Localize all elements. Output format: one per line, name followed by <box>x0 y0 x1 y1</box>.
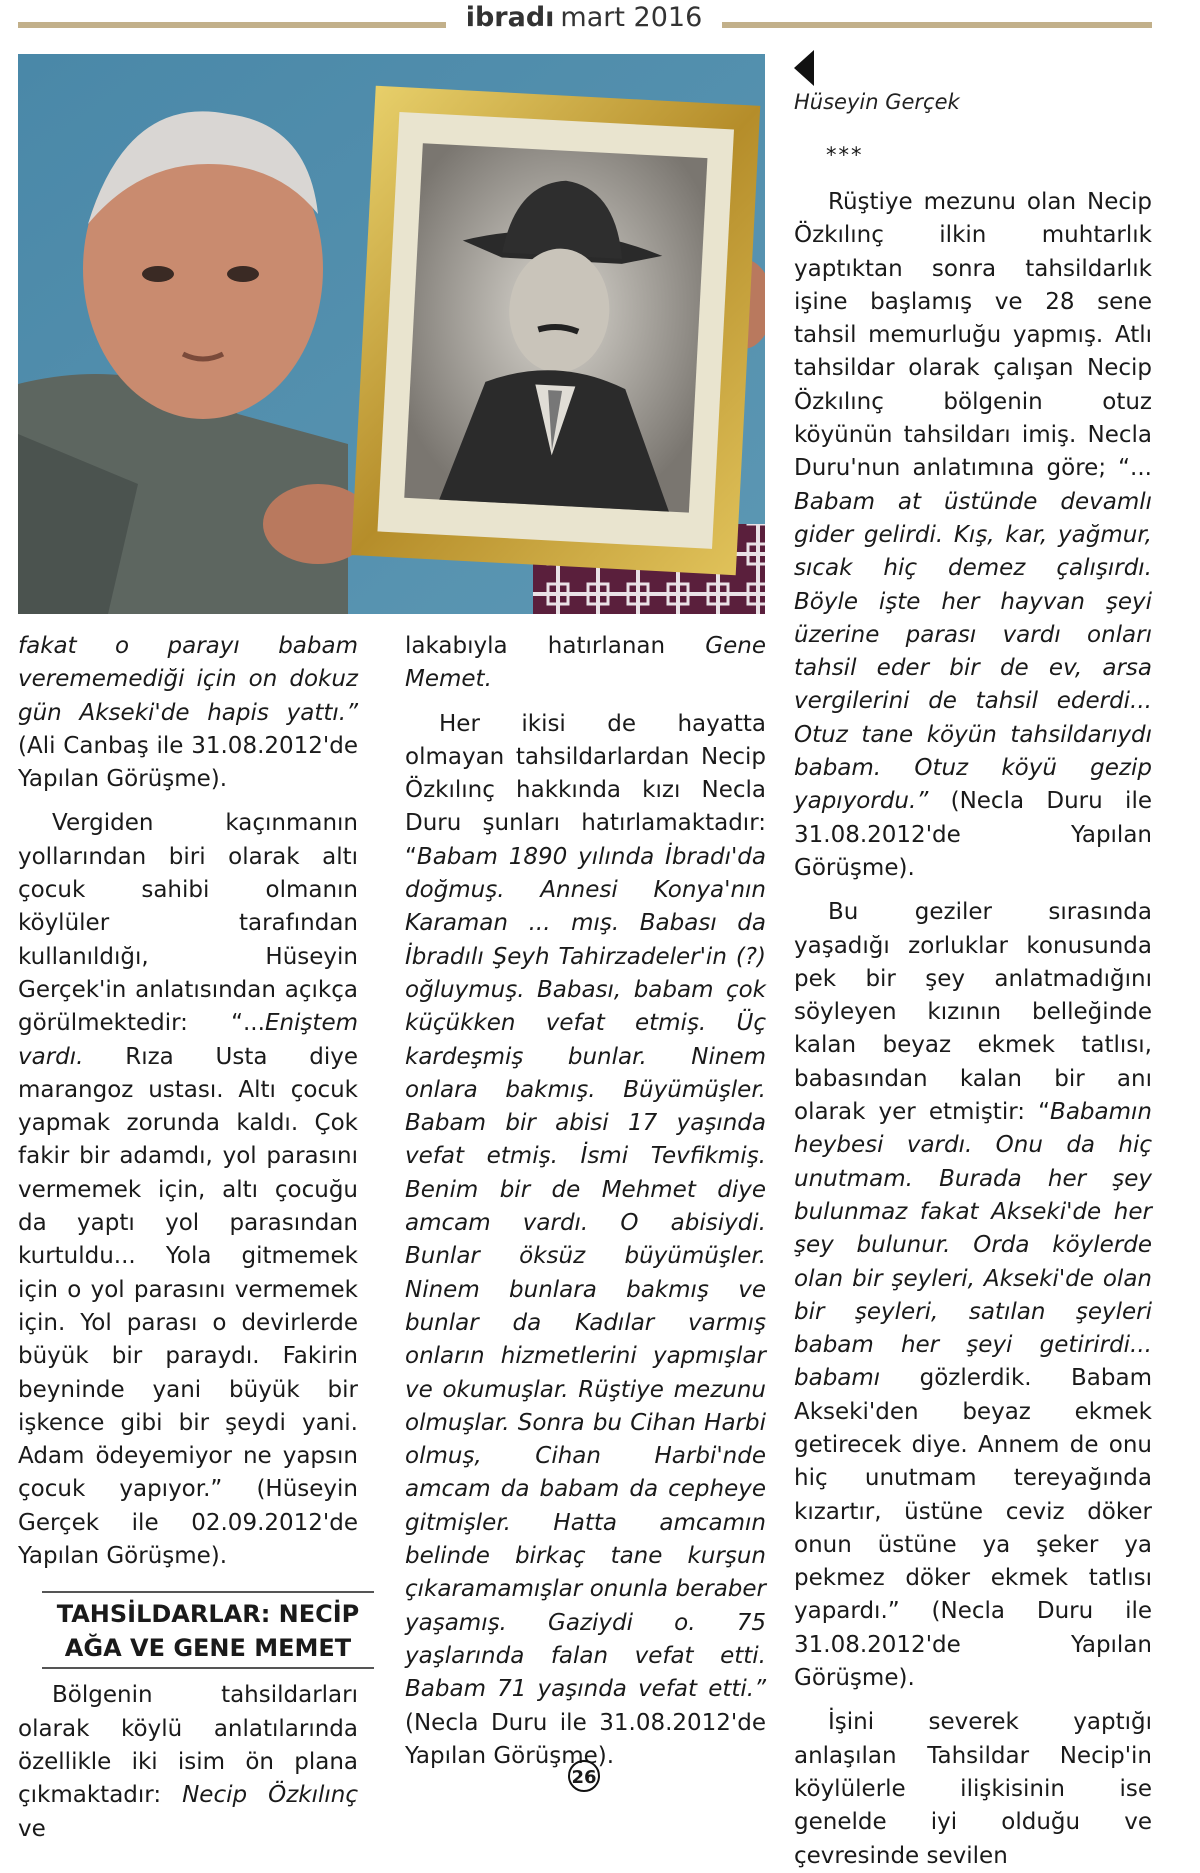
body-text: Her ikisi de hayatta olmayan tahsildarlardan Necip Özkılınç hakkında kızı Necla Duru şunları hatırlamaktadır: “ <box>405 710 766 870</box>
section-heading-line: AĞA VE GENE MEMET <box>64 1634 352 1663</box>
header-rule-right <box>722 22 1152 28</box>
paragraph <box>405 630 766 697</box>
body-text: Vergiden kaçınmanın yollarından biri olarak altı çocuk sahibi olmanın köylüler tarafından kullanıldığı, Hüseyin Gerçek'in anlatısından açıkça görülmektedir: “... <box>18 810 358 1037</box>
body-text: Rüştiye mezunu olan Necip Özkılınç ilkin muhtarlık yaptıktan sonra tahsildarlık işine başlamış ve 28 sene tahsil memurluğu yapmış. Atlı tahsildar olarak çalışan Necip Özkılınç bölgenin otuz köyünün tahsildarı imiş. Necla Duru'nun anlatımına göre; “... <box>794 189 1152 482</box>
section-heading <box>42 1591 374 1669</box>
person-name: Gene Memet. <box>405 633 766 693</box>
magazine-brand: ibradı <box>465 2 555 33</box>
body-text: lakabıyla hatırlanan <box>405 633 706 659</box>
paragraph <box>405 708 766 1774</box>
paragraph <box>18 807 358 1573</box>
body-text: gözlerdik. Babam Akseki'den beyaz ekmek getirecek diye. Annem de onu hiç unutmam tereyağında kızartır, üstüne ceviz döker onun üstüne ya şeker ya pekmez döker ekmek tatlısı yapardı.” (Necla Duru ile 31.08.2012'de Yapılan Görüşme). <box>794 1365 1152 1692</box>
citation: (Necla Duru ile 31.08.2012'de Yapılan Görüşme). <box>794 788 1152 881</box>
quote-text: Babam 1890 yılında İbradı'da doğmuş. Annesi Konya'nın Karaman ... mış. Babası da İbradılı Şeyh Tahirzadeler'in (?) oğluymuş. Babası, babam çok küçükken vefat etmiş. Üç kardeşmiş bunlar. Ninem onlara bakmış. Büyümüşler. Babam bir abisi 17 yaşında vefat etmiş. İsmi Tevfikmiş. Benim bir de Mehmet diye amcam vardı. O abisiydi. Bunlar öksüz büyümüşler. Ninem bunlara bakmış ve bunlar da Kadılar varmış onların hizmetlerini yapmışlar ve okumuşlar. Rüştiye mezunu olmuşlar. Sonra bu Cihan Harbi olmuş, Cihan Harbi'nde amcam da babam da cepheye gitmişler. Hatta amcamın belinde birkaç tane kurşun çıkaramamışlar onunla beraber yaşamış. Gaziydi o. 75 yaşlarında falan vefat etti. Babam 71 yaşında vefat etti.” <box>405 843 766 1703</box>
body-text: Bölgenin tahsildarları olarak köylü anlatılarında özellikle iki isim ön plana çıkmaktadır: <box>18 1682 358 1809</box>
paragraph <box>794 186 1152 885</box>
paragraph <box>794 896 1152 1695</box>
person-name: Necip Özkılınç <box>182 1782 358 1809</box>
quote-text: Babamın heybesi vardı. Onu da hiç unutmam. Burada her şey bulunmaz fakat Akseki'de her şey bulunur. Orda köylerde olan bir şeyleri, Akseki'de olan bir şeyleri, satılan şeyleri babam her şeyi getirirdi... babamı <box>794 1099 1152 1392</box>
running-header <box>446 2 722 33</box>
paragraph <box>794 1706 1152 1872</box>
issue-date: mart 2016 <box>560 2 703 33</box>
citation: (Necla Duru ile 31.08.2012'de Yapılan Görüşme). <box>405 1709 766 1769</box>
article-photo <box>18 54 765 614</box>
header-rule-left <box>18 22 446 28</box>
text-column-1 <box>18 630 358 1846</box>
quote-text: Babam at üstünde devamlı gider gelirdi. Kış, kar, yağmur, sıcak hiç demez çalışırdı. Böyle işte her hayvan şeyi üzerine parası vardı onları tahsil eder bir de ev, arsa vergilerini de tahsil ederdi... Otuz tane köyün tahsildarıydı babam. Otuz köyü gezip yapıyordu.” <box>794 488 1152 815</box>
section-separator: *** <box>826 143 864 167</box>
arrow-left-icon <box>794 50 814 86</box>
paragraph <box>18 630 358 796</box>
paragraph <box>18 1679 358 1845</box>
text-column-3 <box>794 186 1152 1873</box>
citation: (Ali Canbaş ile 31.08.2012'de Yapılan Görüşme). <box>18 732 358 793</box>
body-text: Rıza Usta diye marangoz ustası. Altı çocuk yapmak zorunda kaldı. Çok fakir bir adamdı, yol parasını vermemek için, altı çocuğu da yaptı yol parasından kurtuldu... Yola gitmemek için o yol parasını vermemek için. Yol parası o devirlerde büyük bir paraydı. Fakirin beyninde yani büyük bir işkence gibi bir şeydi yani. Adam ödeyemiyor ne yapsın çocuk yapıyor.” (Hüseyin Gerçek ile 02.09.2012'de Yapılan Görüşme). <box>18 1043 358 1570</box>
photo-old-man-holding-framed-portrait-icon <box>18 54 765 614</box>
page-number: 26 <box>568 1760 600 1792</box>
body-text: ve <box>18 1815 46 1842</box>
quote-attribution: Hüseyin Gerçek <box>794 90 960 114</box>
body-text: İşini severek yaptığı anlaşılan Tahsildar Necip'in köylülerle ilişkisinin ise genelde iyi olduğu ve çevresinde sevilen <box>794 1709 1152 1869</box>
section-heading-line: TAHSİLDARLAR: NECİP <box>56 1600 360 1629</box>
text-column-2 <box>405 630 766 1773</box>
body-text: Bu geziler sırasında yaşadığı zorluklar konusunda pek bir şey anlatmadığını söyleyen kızının belleğinde kalan beyaz ekmek tatlısı, babasından kalan bir anı olarak yer etmiştir: “ <box>794 899 1152 1126</box>
quote-text: Eniştem vardı. <box>18 1010 358 1070</box>
quote-text: fakat o parayı babam verememediği için on dokuz gün Akseki'de hapis yattı.” <box>18 633 358 726</box>
